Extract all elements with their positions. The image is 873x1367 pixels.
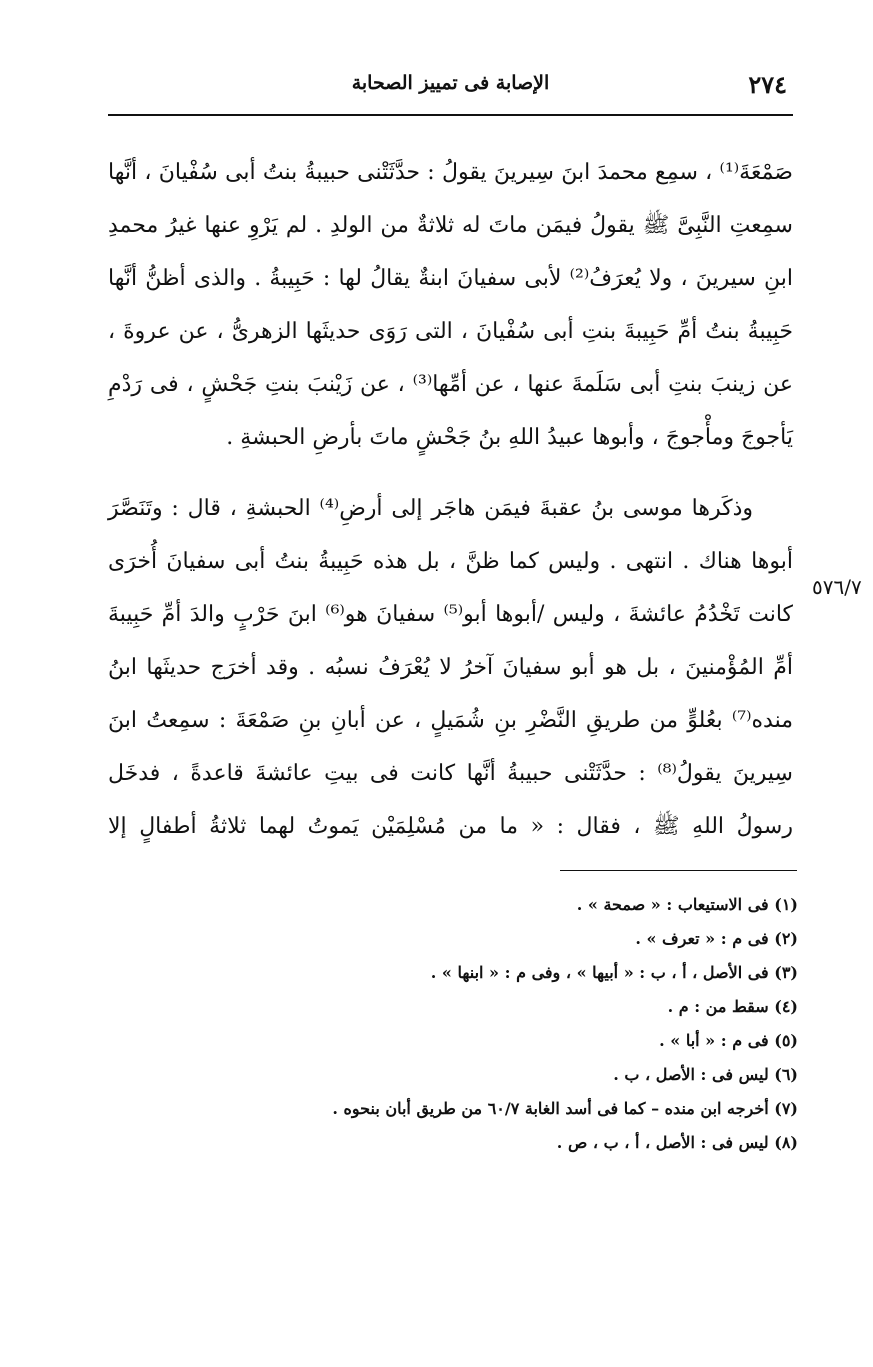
text-line: منده⁽⁷⁾ بعُلوٍّ من طريقِ النَّضْرِ بنِ شُمَيلٍ ، عن أبانِ بنِ صَمْعَةَ : سمِعتُ ابنَ: [108, 708, 793, 733]
text-line: رسولُ اللهِ ﷺ ، فقال : « ما من مُسْلِمَيْن يَموتُ لهما ثلاثةُ أطفالٍ إلا: [108, 814, 793, 839]
margin-reference: ٥٧٦/٧: [812, 575, 862, 599]
footnote: (٥) فى م : « أبا » .: [659, 1031, 798, 1050]
footnote: (٦) ليس فى : الأصل ، ب .: [613, 1065, 798, 1084]
footnote: (٢) فى م : « تعرف » .: [635, 929, 798, 948]
text-line: أبوها هناك . انتهى . وليس كما ظنَّ ، بل هذه حَبِيبةُ بنتُ أبى سفيانَ أُخرَى: [108, 549, 793, 574]
page-header: [108, 64, 793, 104]
text-line: كانت تَخْدُمُ عائشةَ ، وليس /أبوها أبو⁽⁵⁾ سفيانَ هو⁽⁶⁾ ابنَ حَرْبٍ والدَ أمِّ حَبِيبةَ: [108, 602, 793, 627]
footnotes: [108, 888, 798, 1160]
text-line: سمِعتِ النَّبِىَّ ﷺ يقولُ فيمَن ماتَ له ثلاثةٌ من الولدِ . لم يَرْوِ عنها غيرُ محمدِ: [108, 213, 793, 238]
text-line: أمِّ المُؤْمنينَ ، بل هو أبو سفيانَ آخرُ لا يُعْرَفُ نسبُه . وقد أخرَج حديثَها ابنُ: [108, 655, 793, 680]
page-number: ٢٧٤: [748, 70, 787, 99]
header-rule: [108, 114, 793, 116]
running-title: الإصابة فى تمييز الصحابة: [351, 72, 550, 94]
main-text: [108, 146, 793, 853]
footnote: (١) فى الاستيعاب : « صمحة » .: [576, 895, 798, 914]
text-line: سِيرينَ يقولُ⁽⁸⁾ : حدَّثَتْنى حبيبةُ أنَّها كانت فى بيتِ عائشةَ قاعدةً ، فدخَل: [108, 761, 793, 786]
footnote: (٣) فى الأصل ، أ ، ب : « أبيها » ، وفى م : « ابنها » .: [430, 963, 798, 982]
footnote: (٧) أخرجه ابن منده – كما فى أسد الغابة ٦٠/٧ من طريق أبان بنحوه .: [332, 1099, 798, 1118]
footnote: (٤) سقط من : م .: [667, 997, 798, 1016]
text-line: ابنِ سيرينَ ، ولا يُعرَفُ⁽²⁾ لأبى سفيانَ ابنةٌ يقالُ لها : حَبِيبةُ . والذى أظنُّ أنَّها: [108, 266, 793, 291]
footnote: (٨) ليس فى : الأصل ، أ ، ب ، ص .: [556, 1133, 798, 1152]
text-line: وذكَرها موسى بنُ عقبةَ فيمَن هاجَر إلى أرضِ⁽⁴⁾ الحبشةِ ، قال : وتَنَصَّرَ: [108, 496, 753, 521]
text-line: صَمْعَةَ⁽¹⁾ ، سمِع محمدَ ابنَ سِيرينَ يقولُ : حدَّثَتْنى حبيبةُ بنتُ أبى سُفْيانَ ، أنَّها: [108, 160, 793, 185]
text-line: يَأجوجَ ومأْجوجَ ، وأبوها عبيدُ اللهِ بنُ جَحْشٍ ماتَ بأرضِ الحبشةِ .: [226, 425, 793, 450]
text-line: عن زينبَ بنتِ أبى سَلَمةَ عنها ، عن أمِّها⁽³⁾ ، عن زَيْنبَ بنتِ جَحْشٍ ، فى رَدْمِ: [108, 372, 793, 397]
text-line: حَبِيبةُ بنتُ أمِّ حَبِيبةَ بنتِ أبى سُفْيانَ ، التى رَوَى حديثَها الزهرىُّ ، عن عروةَ ،: [108, 319, 793, 344]
footnotes-rule: [560, 870, 797, 871]
